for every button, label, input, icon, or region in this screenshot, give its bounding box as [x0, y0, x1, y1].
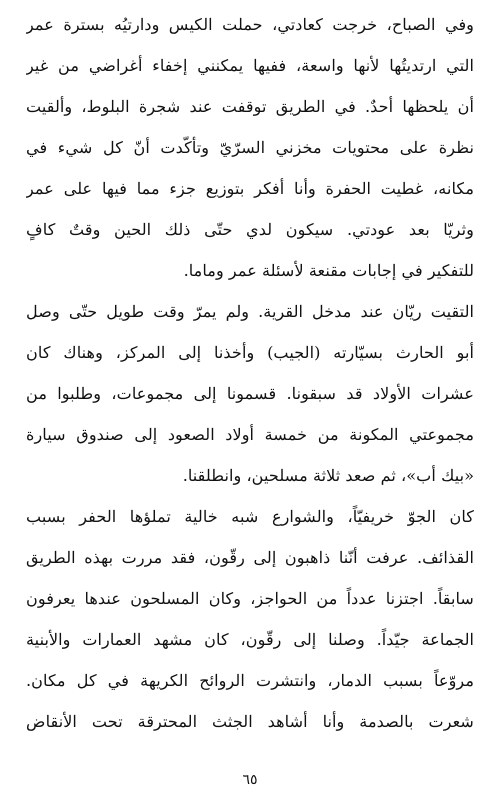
text-line: التقيت ريّان عند مدخل القرية. ولم يمرّ وقت طويل حتّى وصل: [26, 302, 474, 321]
text-line: مروّعاً بسبب الدمار، وانتشرت الروائح الكريهة في كل مكان.: [26, 671, 474, 690]
text-line: سابقاً. اجتزنا عدداً من الحواجز، وكان المسلحون عندها يعرفون: [26, 589, 474, 608]
text-line: وفي الصباح، خرجت كعادتي، حملت الكيس ودارتيُه بسترة عمر: [26, 15, 474, 34]
text-line: مجموعتي المكونة من خمسة أولاد الصعود إلى صندوق سيارة: [26, 425, 474, 444]
paragraph-end-line: «بيك أب»، ثم صعد ثلاثة مسلحين، وانطلقنا.: [182, 466, 474, 485]
page-body-text: [26, 0, 474, 742]
text-line: عشرات الأولاد قد سبقونا. قسمونا إلى مجموعات، وطلبوا من: [26, 384, 474, 403]
text-line: أبو الحارث بسيّارته (الجيب) وأخذنا إلى المركز، وهناك كان: [26, 343, 474, 362]
text-line: كان الجوّ خريفيّاً، والشوارع شبه خالية تملؤها الحفر بسبب: [26, 507, 474, 526]
text-line: التي ارتديتُها لأنها واسعة، ففيها يمكنني إخفاء أغراضي من غير: [26, 56, 474, 75]
text-line: القذائف. عرفت أنّنا ذاهبون إلى رقّون، فقد مررت بهذه الطريق: [26, 548, 474, 567]
text-line: الجماعة جيّداً. وصلنا إلى رقّون، كان مشهد العمارات والأبنية: [26, 630, 474, 649]
page-number: ٦٥: [242, 772, 258, 788]
paragraph-end-line: للتفكير في إجابات مقنعة لأسئلة عمر وماما.: [183, 261, 474, 280]
text-line: وثريّا بعد عودتي. سيكون لدي حتّى ذلك الحين وقتٌ كافٍ: [26, 220, 474, 239]
text-line: نظرة على محتويات مخزني السرّيّ وتأكّدت أنّ كل شيء في: [26, 138, 474, 157]
text-line: مكانه، غطيت الحفرة وأنا أفكر بتوزيع جزء مما فيها على عمر: [26, 179, 474, 198]
text-line: أن يلحظها أحدٌ. في الطريق توقفت عند شجرة البلوط، وألقيت: [26, 97, 474, 116]
text-line: شعرت بالصدمة وأنا أشاهد الجثث المحترقة تحت الأنقاض: [26, 712, 474, 731]
